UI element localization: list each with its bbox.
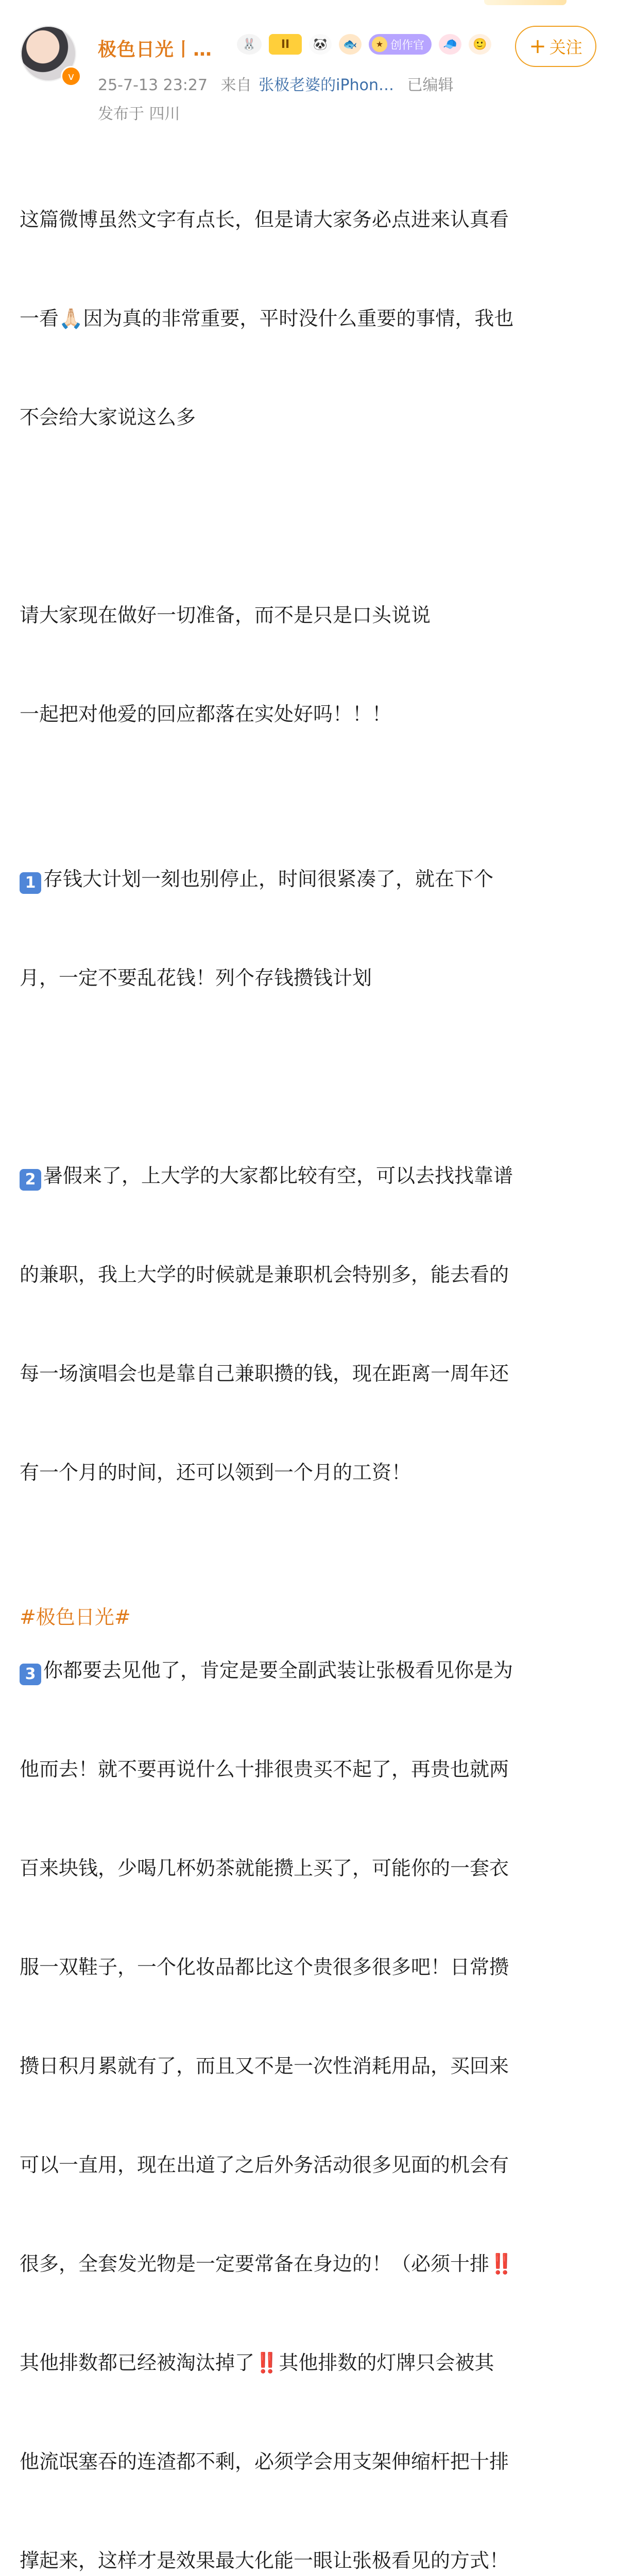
number-2-icon: 2: [20, 1169, 41, 1191]
text-line: 一看🙏🏻因为真的非常重要，平时没什么重要的事情，我也: [20, 307, 514, 330]
text-line: 一起把对他爱的回应都落在实处好吗！！！: [20, 703, 392, 725]
text-line: 很多，全套发光物是一定要常备在身边的！（必须十排‼️: [20, 2252, 514, 2275]
para1: [20, 137, 602, 500]
text-line: 他而去！就不要再说什么十排很贵买不起了，再贵也就两: [20, 1758, 509, 1781]
timestamp: 25-7-13 23:27: [98, 76, 208, 94]
bunny-icon[interactable]: 🐰: [237, 34, 262, 55]
source-prefix: 来自: [220, 76, 252, 94]
location: 发布于 四川: [98, 105, 180, 123]
text-span: 你都要去见他了，肯定是要全副武装让张极看见你是为: [43, 1659, 513, 1682]
item2: [20, 1093, 602, 1555]
cap-icon[interactable]: 🧢: [439, 34, 461, 55]
number-3-icon: 3: [20, 1664, 41, 1685]
text-line: 攒日积月累就有了，而且又不是一次性消耗用品，买回来: [20, 2055, 509, 2077]
number-1-icon: 1: [20, 872, 41, 894]
edited-label[interactable]: 已编辑: [407, 76, 454, 94]
panda-icon[interactable]: 🐼: [309, 34, 332, 55]
level-badge[interactable]: II: [269, 34, 302, 55]
user-badges: [237, 34, 491, 55]
verified-badge-icon: v: [61, 66, 81, 87]
text-line: 百来块钱，少喝几杯奶茶就能攒上买了，可能你的一套衣: [20, 1857, 509, 1879]
creator-badge[interactable]: [369, 34, 432, 55]
text-line: 这篇微博虽然文字有点长，但是请大家务必点进来认真看: [20, 208, 509, 231]
post-content: [20, 137, 602, 2576]
creator-badge-label: 创作官: [390, 39, 425, 52]
text-line: 可以一直用，现在出道了之后外务活动很多见面的机会有: [20, 2154, 509, 2176]
text-line: 不会给大家说这么多: [20, 406, 196, 429]
plus-icon: +: [529, 35, 546, 58]
hashtag-link[interactable]: #极色日光#: [20, 1606, 131, 1629]
para2: [20, 533, 602, 796]
text-line: 撑起来，这样才是效果最大化能一眼让张极看见的方式！: [20, 2549, 509, 2572]
item1: [20, 796, 602, 1060]
text-line: [20, 1159, 602, 1192]
text-line: 请大家现在做好一切准备，而不是只是口头说说: [20, 604, 431, 626]
text-line: 有一个月的时间，还可以领到一个月的工资！: [20, 1461, 411, 1484]
text-line: [20, 1654, 602, 1687]
top-decoration: [484, 0, 566, 5]
item3: [20, 1588, 602, 2576]
follow-label: 关注: [549, 38, 582, 57]
text-line: 每一场演唱会也是靠自己兼职攒的钱，现在距离一周年还: [20, 1362, 509, 1385]
text-line: 其他排数都已经被淘汰掉了‼️其他排数的灯牌只会被其: [20, 2351, 494, 2374]
creator-icon: ★: [372, 37, 387, 52]
text-line: [20, 862, 602, 895]
face-icon[interactable]: 🙂: [469, 34, 491, 55]
text-line: 的兼职，我上大学的时候就是兼职机会特别多，能去看的: [20, 1263, 509, 1286]
text-span: 存钱大计划一刻也别停止，时间很紧凑了，就在下个: [43, 868, 494, 890]
source-device-link[interactable]: 张极老婆的iPhon…: [259, 76, 394, 94]
username[interactable]: 极色日光丨…: [98, 39, 213, 60]
follow-button[interactable]: [515, 26, 596, 67]
text-line: 他流氓塞吞的连渣都不剩，必须学会用支架伸缩杆把十排: [20, 2450, 509, 2473]
post-meta: [98, 72, 462, 95]
fish-icon[interactable]: 🐟: [339, 34, 362, 55]
text-line: 月，一定不要乱花钱！列个存钱攒钱计划: [20, 967, 372, 989]
text-span: 暑假来了，上大学的大家都比较有空，可以去找找靠谱: [43, 1164, 513, 1187]
text-line: 服一双鞋子，一个化妆品都比这个贵很多很多吧！日常攒: [20, 1956, 509, 1978]
